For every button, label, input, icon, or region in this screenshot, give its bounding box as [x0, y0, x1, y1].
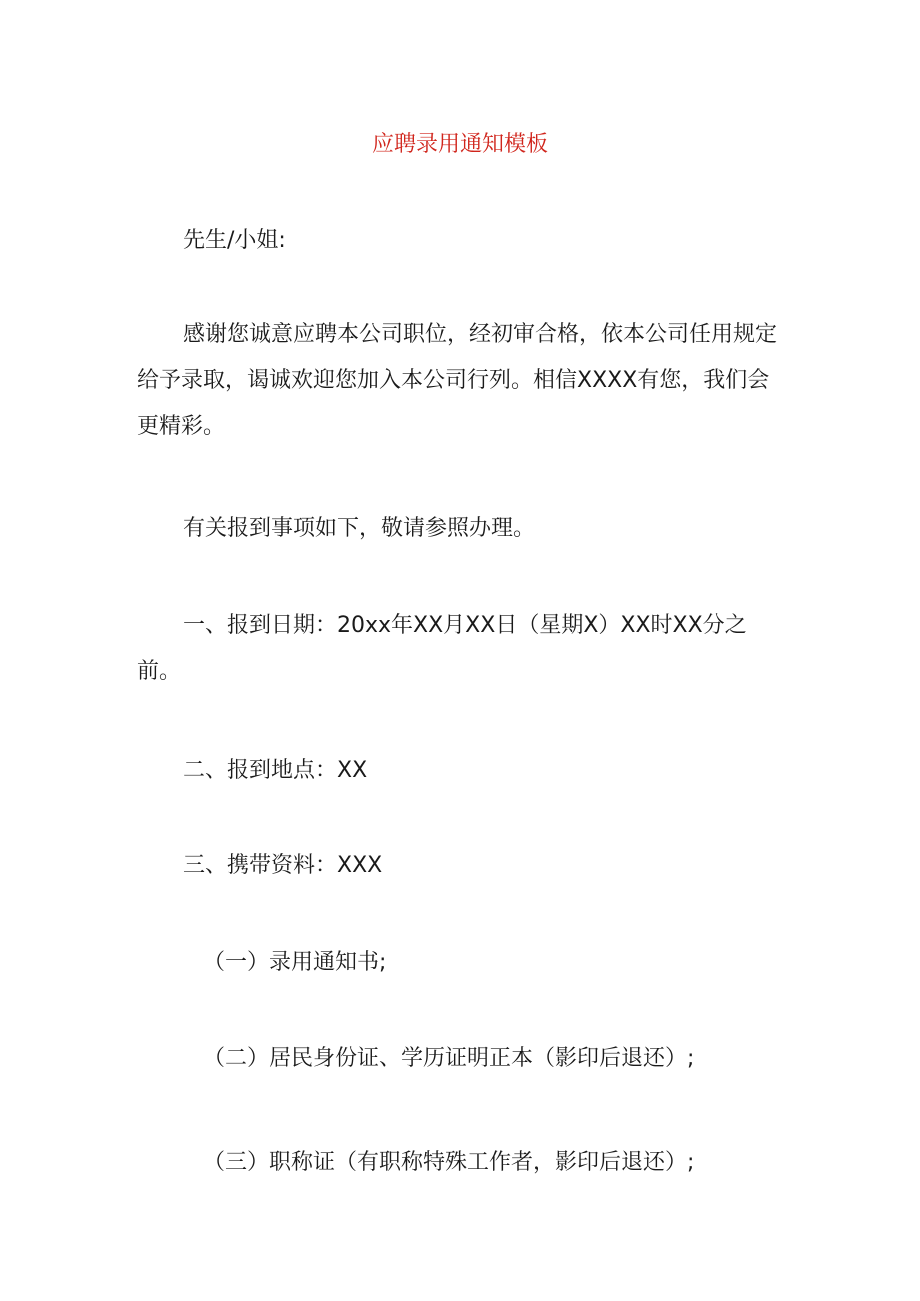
paragraph-intro: 感谢您诚意应聘本公司职位，经初审合格，依本公司任用规定给予录取，谒诚欢迎您加入本公司行列。相信XXXX有您，我们会更精彩。 [137, 322, 778, 439]
sub-item-title-certificate: （三）职称证（有职称特殊工作者，影印后退还）; [203, 1150, 695, 1175]
item-report-location: 二、报到地点：XX [183, 758, 368, 783]
paragraph-notice: 有关报到事项如下，敬请参照办理。 [183, 516, 536, 541]
item-report-date: 一、报到日期：20xx年XX月XX日（星期X）XX时XX分之前。 [137, 613, 747, 684]
item-materials: 三、携带资料：XXX [183, 853, 383, 878]
sub-item-id-documents: （二）居民身份证、学历证明正本（影印后退还）; [203, 1046, 695, 1071]
sub-item-offer-letter: （一）录用通知书; [203, 950, 387, 975]
salutation: 先生/小姐: [183, 228, 286, 253]
document-title: 应聘录用通知模板 [371, 132, 548, 157]
